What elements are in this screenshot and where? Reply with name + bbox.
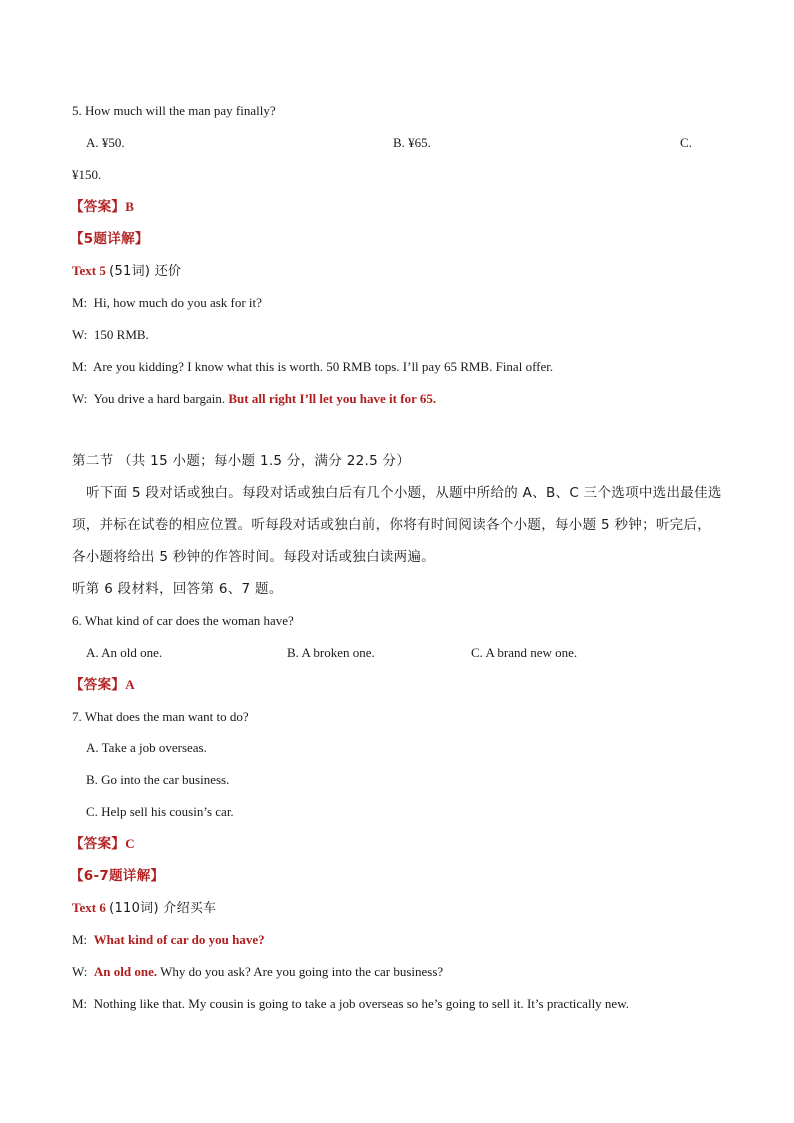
section2-heading: 第二节 （共 15 小题；每小题 1.5 分，满分 22.5 分） [72, 453, 411, 469]
utterance: Are you kidding? I know what this is worth. 50 RMB tops. I’ll pay 65 RMB. Final offer. [92, 359, 554, 374]
q6-option-a: A. An old one. [86, 645, 163, 660]
q5-dialogue-line-1 [72, 295, 262, 311]
q7-text-header [72, 900, 216, 917]
q7-explain-label: 【6-7题详解】 [70, 868, 165, 884]
q5-option-c-label: C. [680, 135, 692, 150]
speaker: W: [72, 964, 88, 979]
q7-option-a: A. Take a job overseas. [86, 740, 207, 755]
q5-dialogue-line-3 [72, 359, 553, 375]
q7-dialogue-line-1 [72, 932, 265, 948]
q5-text-header [72, 263, 181, 280]
text-label: Text 6 [72, 900, 106, 915]
utterance: 150 RMB. [93, 327, 149, 342]
q7-question: 7. What does the man want to do? [72, 709, 249, 724]
answer-label: 【答案】 [70, 199, 126, 215]
speaker: M: [72, 932, 88, 947]
text-label: Text 5 [72, 263, 106, 278]
q6-option-c: C. A brand new one. [471, 645, 578, 660]
q5-option-c-value: ¥150. [72, 167, 102, 182]
q7-answer [70, 836, 135, 852]
answer-label: 【答案】 [70, 836, 126, 852]
utterance: Why do you ask? Are you going into the car business? [157, 964, 444, 979]
section2-material: 听第 6 段材料，回答第 6、7 题。 [72, 581, 283, 597]
q5-question: 5. How much will the man pay finally? [72, 103, 276, 118]
section2-instruction-3: 各小题将给出 5 秒钟的作答时间。每段对话或独白读两遍。 [72, 549, 436, 565]
text-meta: (51词) 还价 [109, 264, 182, 279]
utterance-highlight: An old one. [93, 964, 158, 979]
utterance: You drive a hard bargain. [93, 391, 229, 406]
q5-option-b: B. ¥65. [393, 135, 431, 150]
answer-value: B [125, 199, 134, 214]
speaker: M: [72, 295, 88, 310]
utterance-highlight: What kind of car do you have? [93, 932, 265, 947]
q6-option-b: B. A broken one. [287, 645, 375, 660]
q6-answer [70, 677, 135, 693]
section2-instruction-2: 项，并标在试卷的相应位置。听每段对话或独白前，你将有时间阅读各个小题，每小题 5 秒钟；听完后， [72, 517, 712, 533]
answer-value: C [125, 836, 135, 851]
q6-question: 6. What kind of car does the woman have? [72, 613, 294, 628]
utterance: Nothing like that. My cousin is going to take a job overseas so he’s going to sell it. It’s practically new. [93, 996, 629, 1011]
q5-explain-label: 【5题详解】 [70, 231, 149, 247]
speaker: W: [72, 327, 88, 342]
q5-answer [70, 199, 134, 215]
q5-dialogue-line-2 [72, 327, 149, 343]
q7-dialogue-line-3 [72, 996, 629, 1012]
section2-instruction-1: 听下面 5 段对话或独白。每段对话或独白后有几个小题，从题中所给的 A、B、C 三个选项中选出最佳选 [86, 485, 722, 501]
answer-value: A [125, 677, 135, 692]
utterance-highlight: But all right I’ll let you have it for 65. [228, 391, 437, 406]
q7-dialogue-line-2 [72, 964, 443, 980]
utterance: Hi, how much do you ask for it? [93, 295, 262, 310]
q7-option-c: C. Help sell his cousin’s car. [86, 804, 234, 819]
q5-option-a: A. ¥50. [86, 135, 125, 150]
q7-option-b: B. Go into the car business. [86, 772, 230, 787]
q5-dialogue-line-4 [72, 391, 436, 407]
speaker: W: [72, 391, 88, 406]
answer-label: 【答案】 [70, 677, 126, 693]
speaker: M: [72, 996, 88, 1011]
speaker: M: [72, 359, 88, 374]
text-meta: (110词) 介绍买车 [109, 901, 217, 916]
